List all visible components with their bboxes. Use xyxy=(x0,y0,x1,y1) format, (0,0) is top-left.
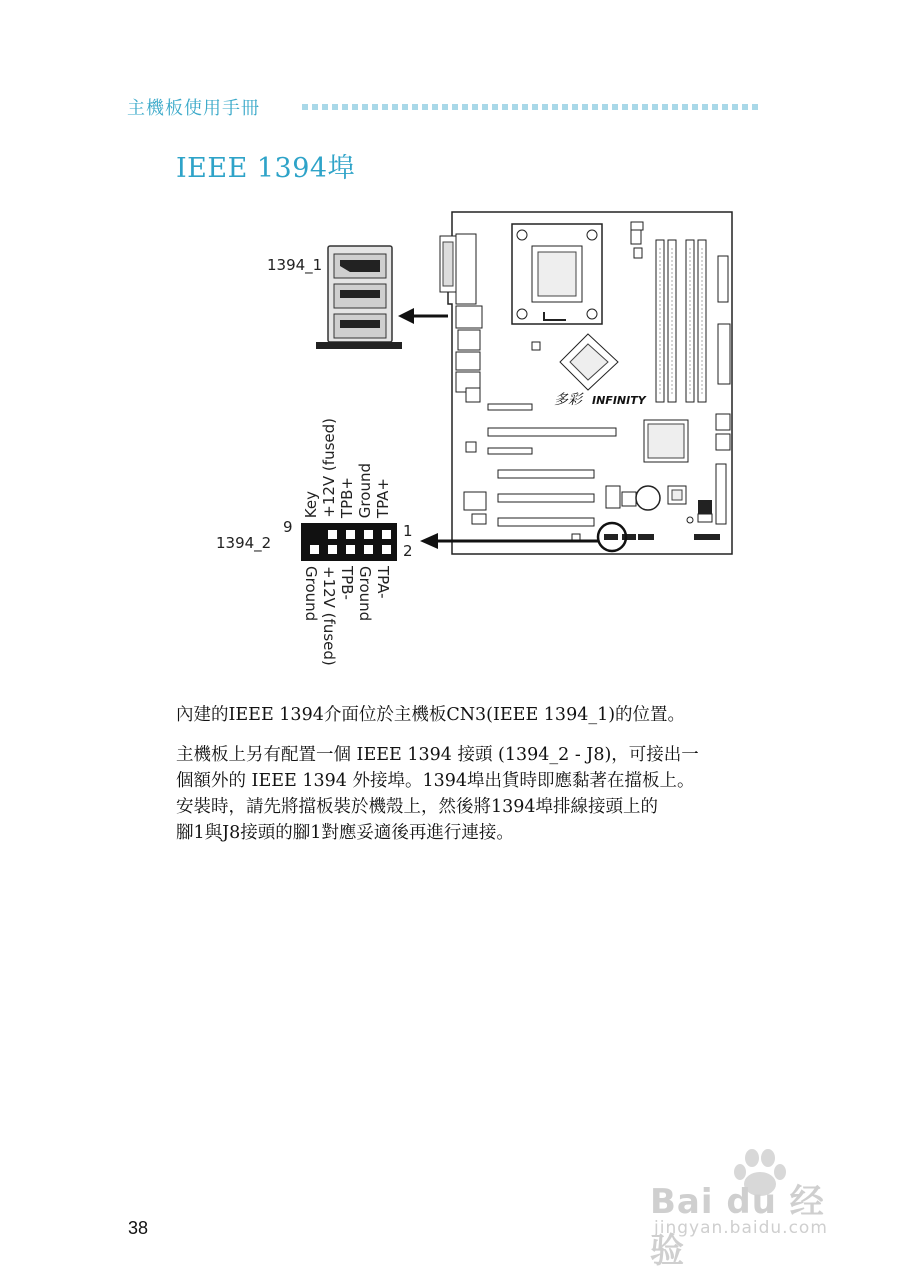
paragraph-2 xyxy=(176,742,699,846)
rear-1394-port-illustration xyxy=(314,244,404,354)
header-label-1394-2: 1394_2 xyxy=(216,534,272,552)
paragraph-2-line-1: 主機板上另有配置一個 IEEE 1394 接頭 (1394_2 - J8)，可接出一 xyxy=(176,745,699,765)
pin-label-12v-bottom: +12V (fused) xyxy=(320,566,338,666)
watermark-url: jingyan.baidu.com xyxy=(654,1218,828,1238)
paragraph-2-line-2: 個額外的 IEEE 1394 外接埠。1394埠出貨時即應黏著在擋板上。 xyxy=(176,771,695,791)
baidu-watermark xyxy=(648,1146,858,1271)
pin-number-9: 9 xyxy=(283,518,293,536)
paragraph-1: 內建的IEEE 1394介面位於主機板CN3(IEEE 1394_1)的位置。 xyxy=(176,705,686,725)
section-title: IEEE 1394埠 xyxy=(176,153,356,184)
pin-label-12v-top: +12V (fused) xyxy=(320,418,338,518)
pin-label-tpb-plus: TPB+ xyxy=(338,476,356,518)
pin-number-2: 2 xyxy=(403,542,413,560)
pin-label-tpb-minus: TPB- xyxy=(338,566,356,600)
paragraph-2-line-4: 腳1與J8接頭的腳1對應妥適後再進行連接。 xyxy=(176,823,514,843)
paragraph-2-line-3: 安裝時，請先將擋板裝於機殼上，然後將1394埠排線接頭上的 xyxy=(176,797,659,817)
svg-text:多彩: 多彩 xyxy=(554,392,582,408)
motherboard-diagram xyxy=(436,208,738,558)
pin-label-key: Key xyxy=(302,490,320,518)
pin-label-ground-top: Ground xyxy=(356,462,374,518)
pin-label-ground-bottom: Ground xyxy=(356,566,374,622)
bottom-pin-labels xyxy=(300,566,400,666)
watermark-logo-text: Bai du 经验 xyxy=(650,1182,825,1271)
header-dot-rule xyxy=(302,104,758,110)
top-pin-labels xyxy=(300,414,400,518)
pin-number-1: 1 xyxy=(403,522,413,540)
pin-label-ground-bottom-left: Ground xyxy=(302,566,320,622)
arrow-left-long-icon xyxy=(418,530,598,552)
pin-label-tpa-plus: TPA+ xyxy=(374,477,392,518)
j8-pin-header xyxy=(300,522,398,562)
port-label-1394-1: 1394_1 xyxy=(267,256,323,274)
board-brand-logo: INFINITY xyxy=(592,394,646,407)
page-number: 38 xyxy=(128,1218,149,1238)
pin-label-tpa-minus: TPA- xyxy=(374,566,392,599)
running-header: 主機板使用手冊 xyxy=(127,98,260,119)
